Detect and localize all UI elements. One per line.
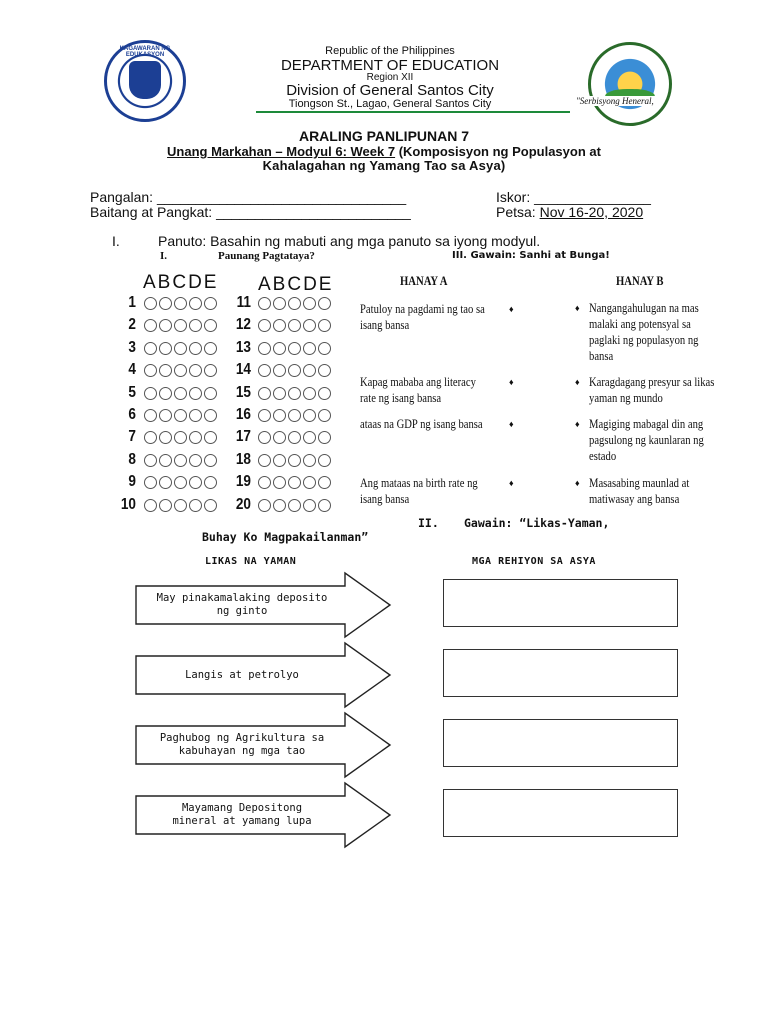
answer-bubble-b[interactable]	[159, 476, 172, 489]
section-II-title-cont: Buhay Ko Magpakailanman”	[202, 530, 369, 544]
match-bullet-a[interactable]: ♦	[509, 304, 514, 314]
answer-bubble-b[interactable]	[159, 342, 172, 355]
answer-bubble-e[interactable]	[204, 319, 217, 332]
answer-bubble-d[interactable]	[303, 476, 316, 489]
division-seal-logo	[588, 42, 672, 126]
hanay-a-item	[360, 416, 483, 432]
arrow-label-line: Mayamang Depositong	[181, 802, 303, 814]
deped-seal-emblem	[129, 61, 161, 99]
question-number: 15	[235, 383, 251, 401]
hanay-b-line: bansa	[589, 349, 614, 363]
answer-bubble-a[interactable]	[258, 364, 271, 377]
hanay-b-line: paglaki ng populasyon ng	[589, 333, 699, 347]
question-number: 10	[120, 495, 136, 513]
division-motto: "Serbisyong Heneral,	[576, 96, 654, 106]
hanay-a-line: Ang mataas na birth rate ng	[360, 476, 478, 490]
bubble-row	[144, 297, 217, 310]
bubble-row	[144, 364, 217, 377]
arrow-label-line: May pinakamalaking deposito	[156, 592, 328, 604]
answer-bubble-a[interactable]	[144, 364, 157, 377]
question-number: 8	[128, 450, 136, 468]
answer-bubble-c[interactable]	[288, 319, 301, 332]
answer-bubble-b[interactable]	[273, 454, 286, 467]
bubble-row	[258, 387, 331, 400]
rehiyon-answer-box[interactable]	[443, 719, 678, 767]
answer-bubble-b[interactable]	[159, 409, 172, 422]
instruction-text: Panuto: Basahin ng mabuti ang mga panuto sa iyong modyul.	[158, 233, 541, 249]
likas-na-yaman-header: LIKAS NA YAMAN	[205, 556, 297, 567]
likas-na-yaman-item	[138, 592, 346, 618]
answer-bubble-b[interactable]	[159, 499, 172, 512]
answer-bubble-e[interactable]	[318, 387, 331, 400]
bubble-row	[258, 476, 331, 489]
match-bullet-b[interactable]: ♦	[575, 419, 580, 429]
question-number: 18	[235, 450, 251, 468]
answer-bubble-c[interactable]	[174, 431, 187, 444]
answer-bubble-d[interactable]	[189, 342, 202, 355]
answer-bubble-d[interactable]	[189, 364, 202, 377]
hanay-b-header: HANAY B	[616, 273, 664, 288]
answer-bubble-b[interactable]	[273, 297, 286, 310]
hanay-b-line: Masasabing maunlad at	[589, 476, 690, 490]
question-number: 17	[235, 428, 251, 446]
answer-bubble-a[interactable]	[258, 476, 271, 489]
answer-bubble-b[interactable]	[273, 319, 286, 332]
answer-bubble-b[interactable]	[159, 454, 172, 467]
answer-bubble-a[interactable]	[258, 499, 271, 512]
bubble-row	[144, 387, 217, 400]
bubble-row	[144, 342, 217, 355]
answer-bubble-a[interactable]	[144, 454, 157, 467]
answer-bubble-b[interactable]	[159, 387, 172, 400]
answer-bubble-c[interactable]	[174, 297, 187, 310]
header-region: Region XII	[366, 72, 414, 83]
bubble-row	[144, 454, 217, 467]
question-number: 6	[128, 406, 136, 423]
match-bullet-b[interactable]: ♦	[575, 303, 580, 313]
answer-letters-left: ABCDE	[143, 272, 219, 293]
answer-bubble-a[interactable]	[144, 297, 157, 310]
module-title-line2: Kahalagahan ng Yamang Tao sa Asya)	[262, 158, 506, 173]
question-number: 3	[128, 338, 136, 356]
header-department: DEPARTMENT OF EDUCATION	[280, 57, 500, 74]
answer-bubble-c[interactable]	[288, 297, 301, 310]
answer-bubble-e[interactable]	[204, 364, 217, 377]
answer-bubble-a[interactable]	[258, 342, 271, 355]
answer-bubble-d[interactable]	[189, 476, 202, 489]
deped-seal-text: KAGAWARAN NG EDUKASYON	[119, 46, 171, 58]
module-title-rest: (Komposisyon ng Populasyon at	[395, 144, 601, 159]
hanay-a-item	[360, 475, 478, 507]
rehiyon-answer-box[interactable]	[443, 649, 678, 697]
hanay-b-item	[589, 475, 689, 507]
hanay-b-line: estado	[589, 449, 617, 463]
answer-bubble-d[interactable]	[303, 319, 316, 332]
question-number: 12	[235, 316, 251, 334]
answer-bubble-d[interactable]	[303, 297, 316, 310]
grade-section-field[interactable]: Baitang at Pangkat: _________________________	[90, 204, 411, 220]
answer-bubble-e[interactable]	[204, 387, 217, 400]
bubble-row	[258, 499, 331, 512]
hanay-b-line: pagsulong ng kaunlaran ng	[589, 433, 704, 447]
answer-bubble-d[interactable]	[189, 297, 202, 310]
answer-bubble-c[interactable]	[174, 364, 187, 377]
answer-bubble-c[interactable]	[288, 409, 301, 422]
likas-na-yaman-item	[138, 669, 346, 682]
header-division: Division of General Santos City	[286, 82, 494, 99]
answer-bubble-c[interactable]	[174, 409, 187, 422]
answer-bubble-a[interactable]	[258, 431, 271, 444]
question-number: 13	[235, 338, 251, 356]
answer-bubble-e[interactable]	[318, 476, 331, 489]
answer-bubble-a[interactable]	[258, 319, 271, 332]
answer-bubble-b[interactable]	[159, 431, 172, 444]
answer-bubble-e[interactable]	[318, 342, 331, 355]
answer-bubble-a[interactable]	[258, 387, 271, 400]
answer-bubble-e[interactable]	[204, 499, 217, 512]
answer-bubble-a[interactable]	[144, 499, 157, 512]
answer-bubble-e[interactable]	[204, 342, 217, 355]
hanay-a-line: Kapag mababa ang literacy	[360, 375, 476, 389]
instruction-numeral: I.	[112, 233, 120, 249]
deped-seal-logo	[104, 40, 186, 122]
question-number: 4	[128, 361, 136, 379]
answer-bubble-a[interactable]	[144, 387, 157, 400]
bubble-row	[258, 364, 331, 377]
arrow-label-line: kabuhayan ng mga tao	[178, 745, 306, 757]
answer-bubble-e[interactable]	[318, 409, 331, 422]
section-I-numeral: I.	[160, 250, 168, 262]
answer-bubble-b[interactable]	[159, 364, 172, 377]
answer-bubble-a[interactable]	[258, 297, 271, 310]
bubble-row	[258, 409, 331, 422]
answer-bubble-a[interactable]	[258, 454, 271, 467]
hanay-b-line: yaman ng mundo	[589, 391, 663, 405]
answer-bubble-c[interactable]	[174, 319, 187, 332]
question-number: 20	[235, 495, 251, 513]
bubble-row	[258, 297, 331, 310]
module-title-underlined: Unang Markahan – Modyul 6: Week 7	[167, 144, 396, 159]
bubble-row	[258, 431, 331, 444]
answer-bubble-a[interactable]	[144, 319, 157, 332]
answer-bubble-c[interactable]	[174, 476, 187, 489]
answer-bubble-b[interactable]	[273, 476, 286, 489]
answer-bubble-a[interactable]	[258, 409, 271, 422]
answer-bubble-d[interactable]	[303, 364, 316, 377]
question-number: 7	[128, 428, 136, 446]
answer-bubble-e[interactable]	[204, 297, 217, 310]
hanay-a-header: HANAY A	[400, 273, 448, 288]
answer-bubble-b[interactable]	[273, 342, 286, 355]
section-II-numeral: II.	[418, 516, 439, 530]
hanay-a-line: ataas na GDP ng isang bansa	[360, 417, 483, 431]
question-number: 1	[128, 294, 136, 311]
answer-bubble-d[interactable]	[189, 499, 202, 512]
bubble-row	[258, 319, 331, 332]
answer-bubble-d[interactable]	[303, 454, 316, 467]
answer-bubble-a[interactable]	[144, 409, 157, 422]
hanay-b-line: matiwasay ang bansa	[589, 492, 680, 506]
likas-na-yaman-item	[138, 802, 346, 828]
question-number: 5	[128, 383, 136, 401]
answer-bubble-e[interactable]	[318, 499, 331, 512]
header-address: Tiongson St., Lagao, General Santos City	[288, 98, 492, 110]
answer-bubble-b[interactable]	[273, 499, 286, 512]
hanay-b-item	[589, 374, 714, 406]
date-label: Petsa:	[496, 204, 540, 220]
answer-bubble-d[interactable]	[189, 319, 202, 332]
match-bullet-b[interactable]: ♦	[575, 478, 580, 488]
question-number: 19	[235, 473, 251, 491]
likas-na-yaman-item	[138, 732, 346, 758]
bubble-row	[144, 499, 217, 512]
answer-bubble-e[interactable]	[204, 476, 217, 489]
question-number: 14	[235, 361, 251, 379]
date-field	[496, 204, 643, 220]
bubble-row	[258, 454, 331, 467]
hanay-a-line: Patuloy na pagdami ng tao sa	[360, 302, 485, 316]
match-bullet-a[interactable]: ♦	[509, 377, 514, 387]
subject-title: ARALING PANLIPUNAN 7	[298, 128, 470, 144]
score-field[interactable]: Iskor: _______________	[496, 189, 651, 205]
answer-bubble-b[interactable]	[273, 431, 286, 444]
section-II-title: Gawain: “Likas-Yaman,	[464, 516, 610, 530]
answer-bubble-c[interactable]	[288, 499, 301, 512]
answer-bubble-e[interactable]	[318, 364, 331, 377]
header-republic: Republic of the Philippines	[325, 45, 455, 57]
question-number: 9	[128, 473, 136, 491]
answer-bubble-b[interactable]	[273, 409, 286, 422]
answer-bubble-b[interactable]	[273, 364, 286, 377]
arrow-label-line: Paghubog ng Agrikultura sa	[159, 732, 325, 744]
answer-bubble-d[interactable]	[303, 387, 316, 400]
answer-bubble-c[interactable]	[288, 476, 301, 489]
answer-bubble-c[interactable]	[288, 431, 301, 444]
module-title	[0, 144, 768, 159]
match-bullet-b[interactable]: ♦	[575, 377, 580, 387]
bubble-row	[144, 476, 217, 489]
hanay-b-item	[589, 416, 704, 464]
date-value: Nov 16-20, 2020	[539, 204, 644, 220]
answer-bubble-e[interactable]	[318, 319, 331, 332]
answer-bubble-e[interactable]	[204, 409, 217, 422]
arrow-label-line: ng ginto	[216, 605, 268, 617]
answer-bubble-d[interactable]	[189, 431, 202, 444]
bubble-row	[258, 342, 331, 355]
answer-bubble-d[interactable]	[303, 499, 316, 512]
header-divider	[256, 111, 570, 113]
answer-bubble-c[interactable]	[288, 364, 301, 377]
answer-bubble-e[interactable]	[318, 431, 331, 444]
answer-bubble-d[interactable]	[303, 409, 316, 422]
answer-bubble-c[interactable]	[174, 342, 187, 355]
hanay-b-line: malaki ang potensyal sa	[589, 317, 691, 331]
arrow-label-line: mineral at yamang lupa	[172, 815, 312, 827]
answer-bubble-a[interactable]	[144, 476, 157, 489]
match-bullet-a[interactable]: ♦	[509, 478, 514, 488]
answer-bubble-b[interactable]	[159, 297, 172, 310]
rehiyon-answer-box[interactable]	[443, 789, 678, 837]
answer-letters-right: ABCDE	[258, 274, 334, 295]
section-I-title: Paunang Pagtataya?	[218, 250, 315, 262]
answer-bubble-c[interactable]	[174, 454, 187, 467]
hanay-a-line: isang bansa	[360, 318, 410, 332]
bubble-row	[144, 319, 217, 332]
answer-bubble-e[interactable]	[204, 454, 217, 467]
rehiyon-header: MGA REHIYON SA ASYA	[472, 556, 596, 567]
answer-bubble-e[interactable]	[204, 431, 217, 444]
answer-bubble-a[interactable]	[144, 431, 157, 444]
section-III-title: III. Gawain: Sanhi at Bunga!	[452, 250, 610, 261]
bubble-row	[144, 431, 217, 444]
answer-bubble-d[interactable]	[303, 431, 316, 444]
answer-bubble-c[interactable]	[174, 499, 187, 512]
answer-bubble-c[interactable]	[174, 387, 187, 400]
rehiyon-answer-box[interactable]	[443, 579, 678, 627]
hanay-a-line: isang bansa	[360, 492, 410, 506]
hanay-b-line: Magiging mabagal din ang	[589, 417, 704, 431]
answer-bubble-c[interactable]	[288, 387, 301, 400]
hanay-a-item	[360, 301, 485, 333]
hanay-b-line: Karagdagang presyur sa likas	[589, 375, 715, 389]
answer-bubble-e[interactable]	[318, 297, 331, 310]
bubble-row	[144, 409, 217, 422]
answer-bubble-c[interactable]	[288, 454, 301, 467]
hanay-a-item	[360, 374, 476, 406]
name-field[interactable]: Pangalan: ________________________________	[90, 189, 407, 205]
answer-bubble-d[interactable]	[303, 342, 316, 355]
answer-bubble-d[interactable]	[189, 454, 202, 467]
question-number: 11	[236, 294, 251, 311]
hanay-a-line: rate ng isang bansa	[360, 391, 442, 405]
answer-bubble-a[interactable]	[144, 342, 157, 355]
answer-bubble-b[interactable]	[159, 319, 172, 332]
question-number: 16	[235, 406, 251, 423]
answer-bubble-d[interactable]	[189, 387, 202, 400]
arrow-label-line: Langis at petrolyo	[185, 668, 299, 681]
question-number: 2	[128, 316, 136, 334]
hanay-b-item	[589, 300, 699, 364]
answer-bubble-d[interactable]	[189, 409, 202, 422]
answer-bubble-c[interactable]	[288, 342, 301, 355]
hanay-b-line: Nangangahulugan na mas	[589, 301, 699, 315]
answer-bubble-b[interactable]	[273, 387, 286, 400]
match-bullet-a[interactable]: ♦	[509, 419, 514, 429]
answer-bubble-e[interactable]	[318, 454, 331, 467]
